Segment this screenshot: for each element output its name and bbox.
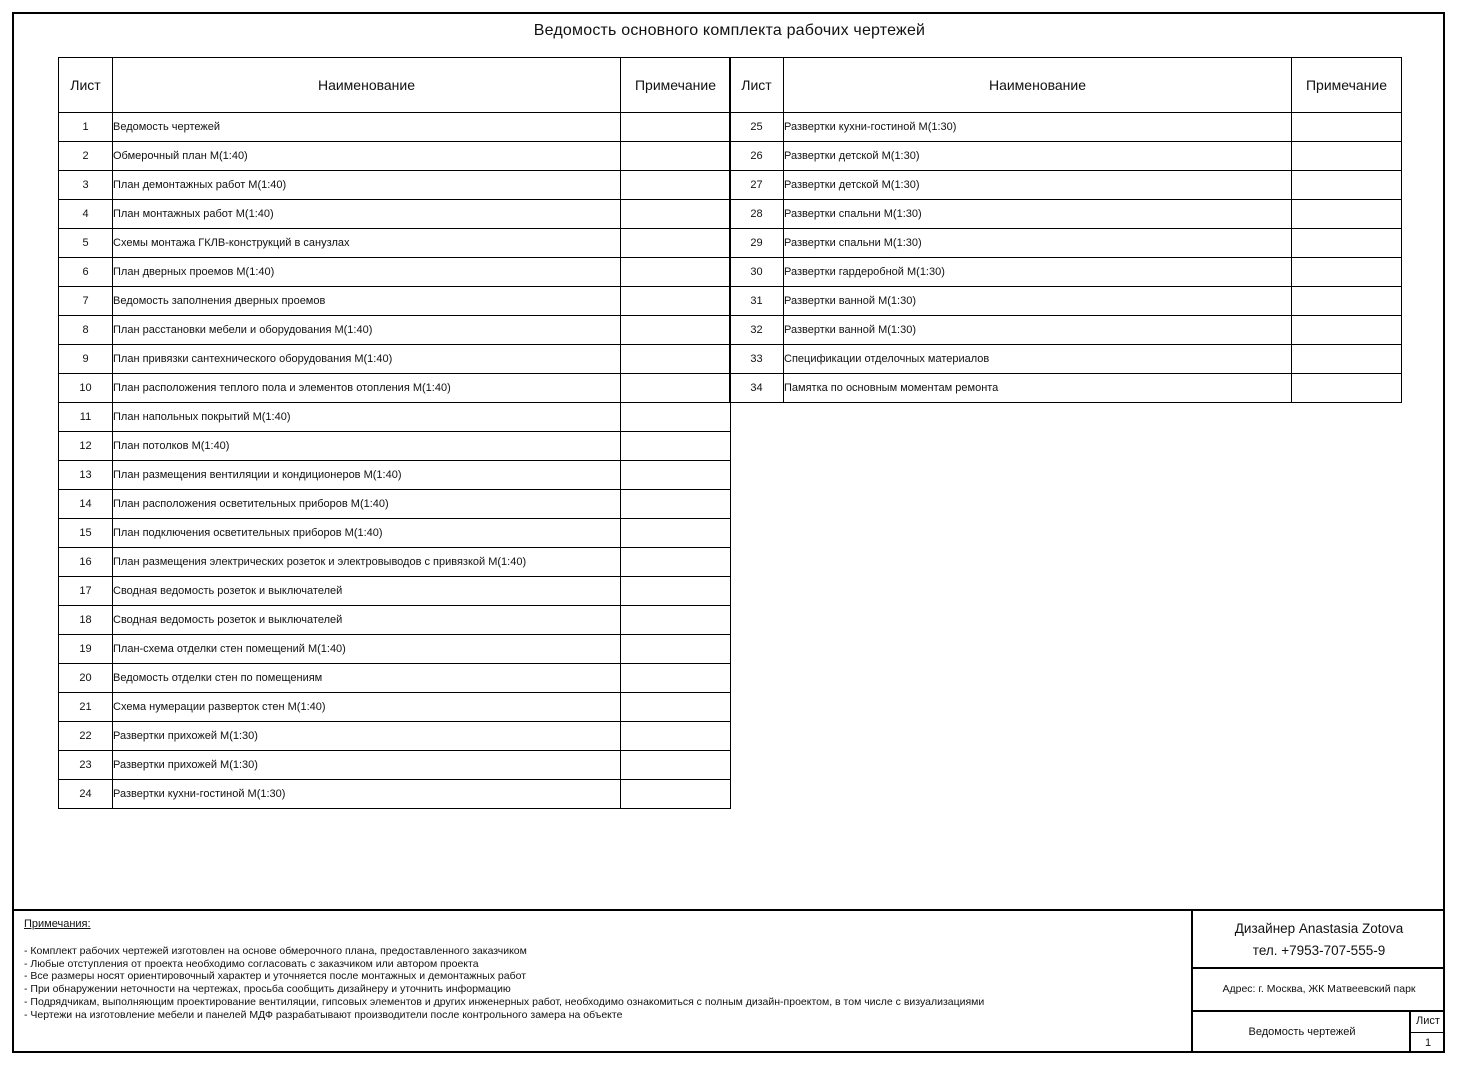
- table-row: [59, 751, 731, 780]
- designer-phone: тел. +7953-707-555-9: [1252, 943, 1386, 958]
- note-cell: [1292, 142, 1402, 171]
- drawing-name-cell: Спецификации отделочных материалов: [784, 345, 1292, 374]
- sheet-number-cell: 27: [730, 171, 784, 200]
- drawing-name-cell: Развертки кухни-гостиной М(1:30): [113, 780, 621, 809]
- sheet-name: Ведомость чертежей: [1248, 1026, 1356, 1038]
- sheet-number-cell: 26: [730, 142, 784, 171]
- note-cell: [621, 229, 731, 258]
- table-row: [59, 664, 731, 693]
- table-row: [59, 461, 731, 490]
- sheet-number-cell: 24: [59, 780, 113, 809]
- table-row: [730, 171, 1402, 200]
- drawing-name-cell: План демонтажных работ М(1:40): [113, 171, 621, 200]
- sheet-number-cell: 29: [730, 229, 784, 258]
- sheet-number-cell: 4: [59, 200, 113, 229]
- sheet-label: Лист: [1416, 1015, 1440, 1027]
- sheet-number-cell: 14: [59, 490, 113, 519]
- table-row: [59, 693, 731, 722]
- sheet-number-cell: 3: [59, 171, 113, 200]
- drawing-name-cell: Сводная ведомость розеток и выключателей: [113, 577, 621, 606]
- drawing-name-cell: План-схема отделки стен помещений М(1:40): [113, 635, 621, 664]
- note-cell: [621, 142, 731, 171]
- designer-name: Дизайнер Anastasia Zotova: [1234, 921, 1404, 936]
- sheet-number-cell: 19: [59, 635, 113, 664]
- project-address: Адрес: г. Москва, ЖК Матвеевский парк: [1222, 983, 1416, 995]
- table-row: [59, 606, 731, 635]
- table-row: [59, 200, 731, 229]
- table-row: [59, 432, 731, 461]
- notes-title: Примечания:: [24, 918, 91, 930]
- sheet-cell-line: [1409, 1032, 1445, 1033]
- sheet-number-cell: 10: [59, 374, 113, 403]
- sheet-number-cell: 8: [59, 316, 113, 345]
- sheet-number-cell: 21: [59, 693, 113, 722]
- note-cell: [621, 548, 731, 577]
- table-row: [730, 229, 1402, 258]
- header-note: Примечание: [1292, 58, 1402, 113]
- header-sheet: Лист: [730, 58, 784, 113]
- sheet-number-cell: 22: [59, 722, 113, 751]
- drawing-name-cell: План размещения вентиляции и кондиционеров М(1:40): [113, 461, 621, 490]
- table-row: [59, 722, 731, 751]
- table-row: [59, 287, 731, 316]
- drawing-name-cell: План привязки сантехнического оборудования М(1:40): [113, 345, 621, 374]
- sheet-number-cell: 16: [59, 548, 113, 577]
- sheet-number-cell: 1: [59, 113, 113, 142]
- table-row: [59, 490, 731, 519]
- note-cell: [621, 432, 731, 461]
- drawing-name-cell: Схема нумерации разверток стен М(1:40): [113, 693, 621, 722]
- drawing-name-cell: План дверных проемов М(1:40): [113, 258, 621, 287]
- titleblock-line-1: [1191, 967, 1445, 969]
- sheet-number-cell: 13: [59, 461, 113, 490]
- note-item: - Комплект рабочих чертежей изготовлен на основе обмерочного плана, предоставленного заказчиком: [24, 945, 527, 957]
- note-cell: [1292, 258, 1402, 287]
- table-row: [730, 345, 1402, 374]
- table-row: [730, 142, 1402, 171]
- drawing-name-cell: Развертки ванной М(1:30): [784, 316, 1292, 345]
- table-row: [59, 577, 731, 606]
- notes-list: [24, 945, 984, 1021]
- sheet-number-cell: 17: [59, 577, 113, 606]
- note-item: - Любые отступления от проекта необходимо согласовать с заказчиком или автором проекта: [24, 957, 479, 970]
- drawings-table-left: [58, 57, 731, 809]
- drawing-name-cell: Памятка по основным моментам ремонта: [784, 374, 1292, 403]
- table-row: [59, 635, 731, 664]
- drawings-table-right: [729, 57, 1402, 403]
- note-cell: [621, 171, 731, 200]
- sheet-number-cell: 23: [59, 751, 113, 780]
- note-cell: [621, 490, 731, 519]
- drawing-name-cell: Обмерочный план М(1:40): [113, 142, 621, 171]
- table-row: [730, 316, 1402, 345]
- note-cell: [621, 287, 731, 316]
- sheet-number-cell: 9: [59, 345, 113, 374]
- header-name: Наименование: [784, 58, 1292, 113]
- note-cell: [621, 374, 731, 403]
- sheet-number-cell: 28: [730, 200, 784, 229]
- note-cell: [1292, 200, 1402, 229]
- note-cell: [621, 606, 731, 635]
- sheet-number-cell: 18: [59, 606, 113, 635]
- drawing-name-cell: Развертки ванной М(1:30): [784, 287, 1292, 316]
- table-row: [730, 200, 1402, 229]
- note-item: - При обнаружении неточности на чертежах, просьба сообщить дизайнеру и уточнить информацию: [24, 983, 511, 996]
- drawing-name-cell: План подключения осветительных приборов М(1:40): [113, 519, 621, 548]
- table-row: [59, 548, 731, 577]
- note-cell: [621, 113, 731, 142]
- sheet-number-cell: 32: [730, 316, 784, 345]
- drawing-name-cell: План размещения электрических розеток и электровыводов с привязкой М(1:40): [113, 548, 621, 577]
- table-header-row: [730, 58, 1402, 113]
- note-cell: [621, 664, 731, 693]
- table-row: [59, 374, 731, 403]
- note-item: - Все размеры носят ориентировочный характер и уточняется после монтажных и демонтажных работ: [24, 970, 527, 983]
- table-row: [59, 229, 731, 258]
- note-cell: [621, 403, 731, 432]
- note-cell: [621, 316, 731, 345]
- note-cell: [1292, 113, 1402, 142]
- table-row: [59, 403, 731, 432]
- drawing-name-cell: План монтажных работ М(1:40): [113, 200, 621, 229]
- table-header-row: [59, 58, 731, 113]
- drawing-name-cell: Развертки детской М(1:30): [784, 171, 1292, 200]
- sheet-number-cell: 15: [59, 519, 113, 548]
- table-row: [59, 113, 731, 142]
- sheet-number-cell: 25: [730, 113, 784, 142]
- note-cell: [621, 345, 731, 374]
- table-row: [730, 113, 1402, 142]
- note-cell: [621, 258, 731, 287]
- header-note: Примечание: [621, 58, 731, 113]
- drawing-name-cell: План потолков М(1:40): [113, 432, 621, 461]
- note-cell: [621, 519, 731, 548]
- header-sheet: Лист: [59, 58, 113, 113]
- drawing-name-cell: Развертки спальни М(1:30): [784, 229, 1292, 258]
- table-row: [59, 258, 731, 287]
- sheet-number-cell: 6: [59, 258, 113, 287]
- header-name: Наименование: [113, 58, 621, 113]
- drawing-name-cell: Ведомость заполнения дверных проемов: [113, 287, 621, 316]
- table-row: [59, 519, 731, 548]
- table-row: [59, 780, 731, 809]
- sheet-number-cell: 31: [730, 287, 784, 316]
- sheet-number: 1: [1424, 1037, 1432, 1049]
- drawing-name-cell: Развертки прихожей М(1:30): [113, 751, 621, 780]
- note-cell: [621, 461, 731, 490]
- titleblock-top-line: [12, 909, 1445, 911]
- drawing-name-cell: План напольных покрытий М(1:40): [113, 403, 621, 432]
- table-row: [730, 258, 1402, 287]
- table-row: [730, 374, 1402, 403]
- sheet-number-cell: 2: [59, 142, 113, 171]
- drawing-name-cell: Развертки детской М(1:30): [784, 142, 1292, 171]
- table-row: [59, 316, 731, 345]
- table-row: [59, 171, 731, 200]
- drawing-name-cell: План расстановки мебели и оборудования М(1:40): [113, 316, 621, 345]
- sheet-number-cell: 5: [59, 229, 113, 258]
- designer-info: [1193, 918, 1445, 962]
- sheet-number-cell: 33: [730, 345, 784, 374]
- drawing-name-cell: Развертки спальни М(1:30): [784, 200, 1292, 229]
- note-cell: [1292, 345, 1402, 374]
- drawing-name-cell: План расположения осветительных приборов М(1:40): [113, 490, 621, 519]
- drawing-name-cell: Схемы монтажа ГКЛВ-конструкций в санузлах: [113, 229, 621, 258]
- table-row: [730, 287, 1402, 316]
- note-cell: [621, 635, 731, 664]
- page-title: Ведомость основного комплекта рабочих чертежей: [533, 22, 926, 39]
- note-cell: [1292, 287, 1402, 316]
- sheet-number-cell: 12: [59, 432, 113, 461]
- note-cell: [1292, 374, 1402, 403]
- sheet-number-cell: 7: [59, 287, 113, 316]
- note-cell: [1292, 316, 1402, 345]
- drawing-name-cell: Ведомость отделки стен по помещениям: [113, 664, 621, 693]
- sheet-number-cell: 11: [59, 403, 113, 432]
- note-item: - Чертежи на изготовление мебели и панелей МДФ разрабатывают производители после контрольного замера на объекте: [24, 1008, 623, 1021]
- note-item: - Подрядчикам, выполняющим проектирование вентиляции, гипсовых элементов и других инженерных работ, необходимо ознакомиться с полным дизайн-проектом, в том числе с визуализациями: [24, 995, 985, 1008]
- drawing-name-cell: Развертки гардеробной М(1:30): [784, 258, 1292, 287]
- note-cell: [621, 200, 731, 229]
- note-cell: [621, 693, 731, 722]
- note-cell: [621, 722, 731, 751]
- note-cell: [621, 751, 731, 780]
- sheet-number-cell: 34: [730, 374, 784, 403]
- table-row: [59, 345, 731, 374]
- sheet-number-cell: 20: [59, 664, 113, 693]
- drawing-name-cell: Развертки прихожей М(1:30): [113, 722, 621, 751]
- note-cell: [1292, 229, 1402, 258]
- drawing-name-cell: План расположения теплого пола и элементов отопления М(1:40): [113, 374, 621, 403]
- note-cell: [1292, 171, 1402, 200]
- drawing-name-cell: Развертки кухни-гостиной М(1:30): [784, 113, 1292, 142]
- table-row: [59, 142, 731, 171]
- note-cell: [621, 780, 731, 809]
- drawing-name-cell: Сводная ведомость розеток и выключателей: [113, 606, 621, 635]
- titleblock-line-2: [1191, 1010, 1445, 1012]
- note-cell: [621, 577, 731, 606]
- drawing-name-cell: Ведомость чертежей: [113, 113, 621, 142]
- sheet-number-cell: 30: [730, 258, 784, 287]
